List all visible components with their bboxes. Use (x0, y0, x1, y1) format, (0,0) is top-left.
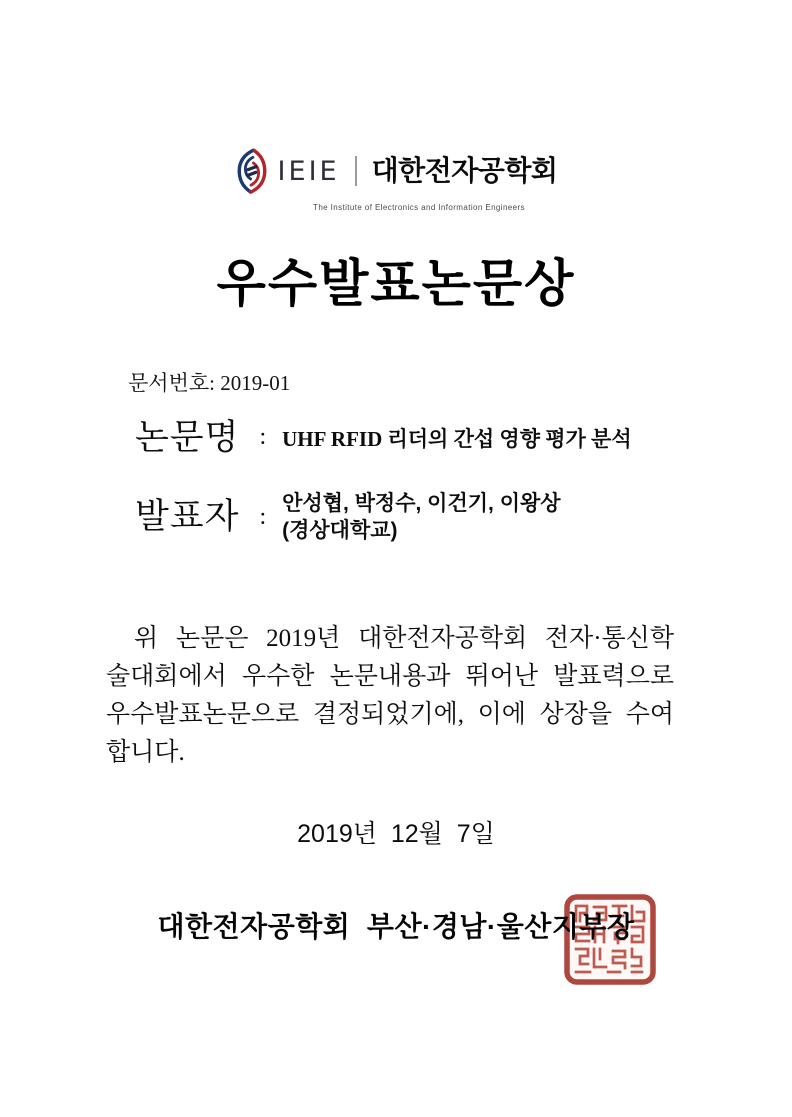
ieie-tagline: The Institute of Electronics and Information Engineers (313, 203, 525, 212)
signature-title: 대한전자공학회 부산·경남·울산지부장 (157, 911, 635, 942)
presenters-label: 발표자 (135, 497, 240, 537)
paper-title-label: 논문명 (135, 418, 240, 457)
logo-divider (355, 156, 357, 186)
presenters-affiliation: (경상대학교) (282, 519, 398, 542)
citation-text: 위 논문은 2019년 대한전자공학회 전자·통신학술대회에서 우수한 논문내용과 뛰어난 발표력으로 우수발표논문으로 결정되었기에, 이에 상장을 수여합니다. (106, 625, 674, 766)
field-row-presenters (135, 490, 561, 544)
paper-title-value: UHF RFID 리더의 간섭 영향 평가 분석 (282, 426, 632, 451)
ieie-logo (0, 146, 792, 212)
field-row-paper-title (135, 416, 632, 460)
award-title: 우수발표논문상 (216, 255, 576, 312)
award-date: 2019년 12월 7일 (297, 820, 495, 848)
presenters-colon: : (259, 503, 267, 530)
ieie-org-name: 대한전자공학회 (371, 155, 558, 186)
ieie-logo-row (235, 146, 558, 196)
paper-title-colon: : (259, 424, 267, 451)
ieie-logo-icon (235, 146, 269, 196)
ieie-acronym: IEIE (277, 155, 340, 187)
presenters-value (282, 490, 560, 544)
doc-number: 문서번호: 2019-01 (128, 371, 291, 395)
presenters-names: 안성협, 박정수, 이건기, 이왕상 (282, 492, 561, 515)
